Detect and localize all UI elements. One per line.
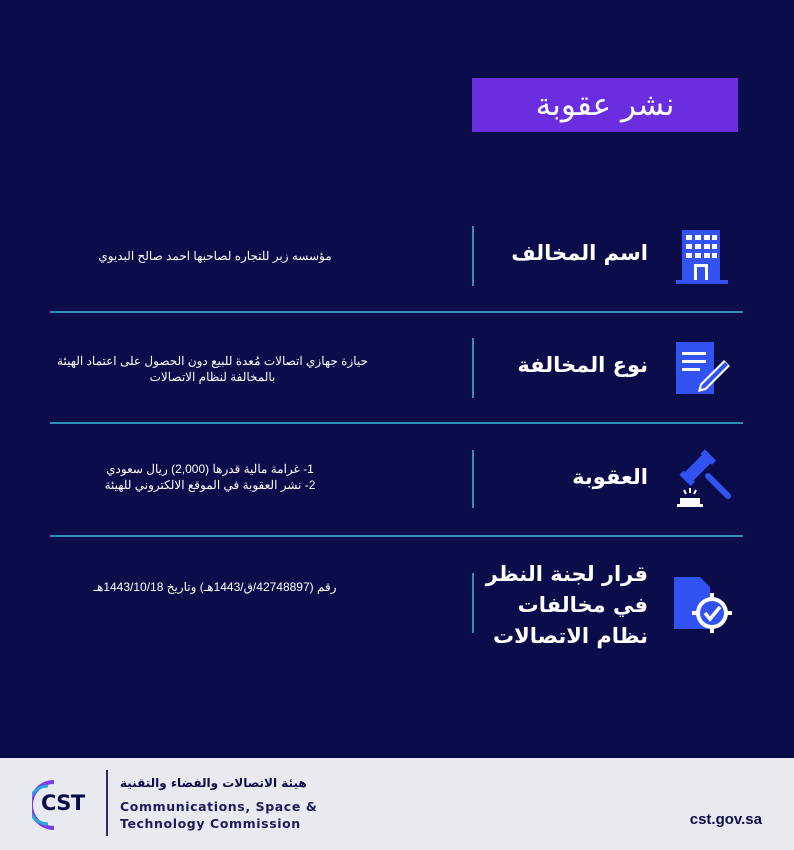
row-separator [50, 311, 743, 313]
row-label-penalty: العقوبة [572, 465, 648, 489]
logo-text: CST [41, 791, 85, 815]
row-divider-vertical [472, 450, 474, 508]
row-divider-vertical [472, 226, 474, 286]
row-label-committee-decision [486, 559, 648, 652]
row-value-committee-decision: رقم (42748897/ق/1443هـ) وتاريخ 1443/10/18هـ [93, 580, 337, 594]
decision-label-line: قرار لجنة النظر [485, 562, 648, 586]
org-name-english-line: Technology Commission [120, 816, 301, 831]
website-link[interactable]: cst.gov.sa [689, 811, 762, 828]
row-label-violator-name: اسم المخالف [511, 241, 648, 265]
decision-label-line: في مخالفات [517, 593, 648, 617]
gavel-icon [672, 448, 734, 510]
footer [0, 758, 794, 850]
org-name-english-line: Communications, Space & [120, 799, 318, 814]
row-divider-vertical [472, 573, 474, 633]
row-value-violator-name: مؤسسه زبر للتجاره لصاحبها احمد صالح البديوي [98, 249, 332, 263]
document-pen-icon [672, 338, 732, 398]
page-title: نشر عقوبة [472, 78, 738, 132]
org-name-english [120, 798, 317, 832]
row-separator [50, 422, 743, 424]
row-value-violation-type: حيازة جهازي اتصالات مُعدة للبيع دون الحصول على اعتماد الهيئة بالمخالفة لنظام الاتصالات [57, 354, 368, 384]
row-divider-vertical [472, 338, 474, 398]
approved-document-icon [670, 573, 732, 635]
org-name-arabic: هيئة الاتصالات والفضاء والتقنية [120, 776, 307, 790]
footer-divider [106, 770, 108, 836]
row-separator [50, 535, 743, 537]
building-icon [672, 226, 732, 286]
penalty-line: 1- غرامة مالية قدرها (2,000) ريال سعودي [106, 462, 314, 476]
row-value-penalty [70, 461, 350, 493]
decision-label-line: نظام الاتصالات [493, 624, 648, 648]
penalty-line: 2- نشر العقوبة في الموقع الالكتروني للهيئة [104, 478, 316, 492]
row-label-violation-type: نوع المخالفة [517, 353, 648, 377]
